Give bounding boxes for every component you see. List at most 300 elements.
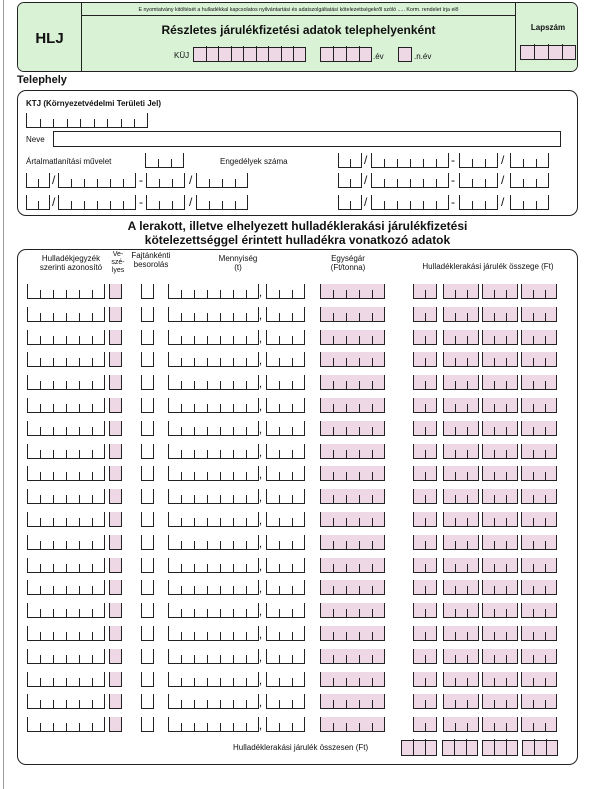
comb-divider bbox=[372, 472, 373, 480]
year-cells[interactable] bbox=[320, 47, 372, 62]
unit-price-cells[interactable] bbox=[320, 375, 385, 390]
amount-cells-a[interactable] bbox=[413, 558, 437, 573]
unit-price-cells[interactable] bbox=[320, 307, 385, 322]
decimal-comma: , bbox=[259, 583, 263, 595]
comb-divider bbox=[84, 201, 85, 209]
comb-divider bbox=[423, 179, 424, 187]
permit-left-c[interactable] bbox=[146, 173, 185, 188]
amount-cells-a[interactable] bbox=[413, 672, 437, 687]
hazardous-cell[interactable] bbox=[109, 307, 122, 322]
permit-right-b[interactable] bbox=[371, 195, 449, 210]
quantity-dec-cells[interactable] bbox=[266, 694, 305, 709]
amount-cells-a[interactable] bbox=[413, 284, 437, 299]
amount-cells-c[interactable] bbox=[482, 603, 518, 618]
amount-cells-a[interactable] bbox=[413, 375, 437, 390]
comb-divider bbox=[92, 427, 93, 435]
hazardous-cell[interactable] bbox=[109, 558, 122, 573]
comb-divider bbox=[350, 159, 351, 167]
amount-cells-a[interactable] bbox=[413, 535, 437, 550]
quantity-dec-cells[interactable] bbox=[266, 717, 305, 732]
permit-right-d[interactable] bbox=[510, 173, 549, 188]
quarter-cell[interactable] bbox=[398, 47, 412, 62]
hazardous-cell[interactable] bbox=[109, 375, 122, 390]
quantity-dec-cells[interactable] bbox=[266, 375, 305, 390]
total-cells-a[interactable] bbox=[401, 740, 437, 756]
comb-divider bbox=[533, 313, 534, 321]
permit-left-a[interactable] bbox=[26, 195, 50, 210]
comb-divider bbox=[281, 46, 282, 61]
category-cell[interactable] bbox=[141, 307, 154, 322]
quantity-int-cells[interactable] bbox=[168, 421, 259, 436]
amount-cells-a[interactable] bbox=[413, 580, 437, 595]
unit-price-cells[interactable] bbox=[320, 626, 385, 641]
amount-cells-b[interactable] bbox=[443, 717, 479, 732]
amount-cells-b[interactable] bbox=[443, 626, 479, 641]
quantity-int-cells[interactable] bbox=[168, 352, 259, 367]
quantity-dec-cells[interactable] bbox=[266, 330, 305, 345]
category-cell[interactable] bbox=[141, 694, 154, 709]
permit-right-d[interactable] bbox=[510, 153, 549, 168]
waste-code-cells[interactable] bbox=[27, 489, 105, 504]
comb-divider bbox=[548, 44, 549, 59]
comb-divider bbox=[523, 179, 524, 187]
amount-cells-c[interactable] bbox=[482, 284, 518, 299]
comb-divider bbox=[455, 404, 456, 412]
amount-cells-c[interactable] bbox=[482, 330, 518, 345]
waste-code-cells[interactable] bbox=[27, 580, 105, 595]
amount-cells-d[interactable] bbox=[521, 672, 557, 687]
comb-divider bbox=[279, 450, 280, 458]
amount-cells-b[interactable] bbox=[443, 466, 479, 481]
amount-cells-d[interactable] bbox=[521, 352, 557, 367]
category-cell[interactable] bbox=[141, 672, 154, 687]
amount-cells-c[interactable] bbox=[482, 421, 518, 436]
waste-code-cells[interactable] bbox=[27, 535, 105, 550]
waste-code-cells[interactable] bbox=[27, 307, 105, 322]
permit-right-d[interactable] bbox=[510, 195, 549, 210]
amount-cells-d[interactable] bbox=[521, 398, 557, 413]
waste-code-cells[interactable] bbox=[27, 558, 105, 573]
comb-divider bbox=[194, 700, 195, 708]
form-code: HLJ bbox=[18, 3, 82, 72]
amount-cells-a[interactable] bbox=[413, 466, 437, 481]
quantity-int-cells[interactable] bbox=[168, 717, 259, 732]
decimal-comma: , bbox=[259, 355, 263, 367]
permit-left-d[interactable] bbox=[196, 173, 248, 188]
amount-cells-c[interactable] bbox=[482, 580, 518, 595]
comb-divider bbox=[246, 632, 247, 640]
comb-divider bbox=[545, 404, 546, 412]
quantity-dec-cells[interactable] bbox=[266, 535, 305, 550]
waste-code-cells[interactable] bbox=[27, 421, 105, 436]
comb-divider bbox=[546, 739, 547, 755]
unit-price-cells[interactable] bbox=[320, 330, 385, 345]
permit-right-b[interactable] bbox=[371, 173, 449, 188]
amount-cells-d[interactable] bbox=[521, 489, 557, 504]
quantity-dec-cells[interactable] bbox=[266, 558, 305, 573]
total-cells-d[interactable] bbox=[522, 740, 558, 756]
category-cell[interactable] bbox=[141, 352, 154, 367]
comb-divider bbox=[66, 564, 67, 572]
comb-divider bbox=[467, 655, 468, 663]
amount-cells-d[interactable] bbox=[521, 626, 557, 641]
permit-right-b[interactable] bbox=[371, 153, 449, 168]
quantity-int-cells[interactable] bbox=[168, 444, 259, 459]
category-cell[interactable] bbox=[141, 535, 154, 550]
amount-cells-a[interactable] bbox=[413, 512, 437, 527]
permit-left-c[interactable] bbox=[146, 195, 185, 210]
hazardous-cell[interactable] bbox=[109, 535, 122, 550]
permit-right-a[interactable] bbox=[338, 153, 362, 168]
col-fajt-line1: Fajtánkénti bbox=[131, 251, 171, 260]
unit-price-cells[interactable] bbox=[320, 352, 385, 367]
quantity-int-cells[interactable] bbox=[168, 535, 259, 550]
total-cells-c[interactable] bbox=[482, 740, 518, 756]
amount-cells-c[interactable] bbox=[482, 672, 518, 687]
quantity-dec-cells[interactable] bbox=[266, 444, 305, 459]
category-cell[interactable] bbox=[141, 330, 154, 345]
hazardous-cell[interactable] bbox=[109, 466, 122, 481]
amount-cells-a[interactable] bbox=[413, 421, 437, 436]
hazardous-cell[interactable] bbox=[109, 626, 122, 641]
amount-cells-b[interactable] bbox=[443, 284, 479, 299]
amount-cells-b[interactable] bbox=[443, 444, 479, 459]
permit-right-a[interactable] bbox=[338, 173, 362, 188]
waste-code-cells[interactable] bbox=[27, 717, 105, 732]
unit-price-cells[interactable] bbox=[320, 512, 385, 527]
comb-divider bbox=[346, 700, 347, 708]
comb-divider bbox=[220, 290, 221, 298]
amount-cells-a[interactable] bbox=[413, 694, 437, 709]
comb-divider bbox=[413, 739, 414, 755]
hazardous-cell[interactable] bbox=[109, 672, 122, 687]
amount-cells-d[interactable] bbox=[521, 466, 557, 481]
comb-divider bbox=[207, 678, 208, 686]
notice-divider bbox=[82, 15, 515, 16]
category-cell[interactable] bbox=[141, 512, 154, 527]
amount-cells-d[interactable] bbox=[521, 603, 557, 618]
comb-divider bbox=[455, 541, 456, 549]
quantity-dec-cells[interactable] bbox=[266, 672, 305, 687]
category-cell[interactable] bbox=[141, 375, 154, 390]
amount-cells-c[interactable] bbox=[482, 512, 518, 527]
amount-cells-b[interactable] bbox=[443, 330, 479, 345]
comb-divider bbox=[372, 678, 373, 686]
quantity-dec-cells[interactable] bbox=[266, 580, 305, 595]
comb-divider bbox=[425, 586, 426, 594]
amount-cells-d[interactable] bbox=[521, 512, 557, 527]
comb-divider bbox=[79, 472, 80, 480]
quarter-field[interactable] bbox=[398, 47, 412, 62]
quantity-dec-cells[interactable] bbox=[266, 398, 305, 413]
category-cell[interactable] bbox=[141, 580, 154, 595]
permit-left-d[interactable] bbox=[196, 195, 248, 210]
comb-divider bbox=[246, 404, 247, 412]
comb-divider bbox=[53, 427, 54, 435]
comb-divider bbox=[545, 358, 546, 366]
quantity-int-cells[interactable] bbox=[168, 375, 259, 390]
hazardous-cell[interactable] bbox=[109, 330, 122, 345]
category-cell[interactable] bbox=[141, 466, 154, 481]
quantity-dec-cells[interactable] bbox=[266, 352, 305, 367]
quantity-int-cells[interactable] bbox=[168, 466, 259, 481]
comb-divider bbox=[292, 564, 293, 572]
amount-cells-b[interactable] bbox=[443, 398, 479, 413]
hazardous-cell[interactable] bbox=[109, 284, 122, 299]
waste-code-cells[interactable] bbox=[27, 672, 105, 687]
amount-cells-b[interactable] bbox=[443, 603, 479, 618]
amount-cells-c[interactable] bbox=[482, 694, 518, 709]
quantity-int-cells[interactable] bbox=[168, 284, 259, 299]
amount-cells-a[interactable] bbox=[413, 717, 437, 732]
unit-price-cells[interactable] bbox=[320, 558, 385, 573]
lapszam-field[interactable] bbox=[520, 45, 576, 60]
hazardous-cell[interactable] bbox=[109, 512, 122, 527]
amount-cells-d[interactable] bbox=[521, 375, 557, 390]
amount-cells-b[interactable] bbox=[443, 558, 479, 573]
waste-code-cells[interactable] bbox=[27, 466, 105, 481]
category-cell[interactable] bbox=[141, 284, 154, 299]
amount-cells-b[interactable] bbox=[443, 580, 479, 595]
permit-right-c[interactable] bbox=[459, 195, 498, 210]
amount-cells-a[interactable] bbox=[413, 444, 437, 459]
amount-cells-b[interactable] bbox=[443, 535, 479, 550]
hazardous-cell[interactable] bbox=[109, 649, 122, 664]
comb-divider bbox=[333, 541, 334, 549]
amount-cells-c[interactable] bbox=[482, 398, 518, 413]
quantity-int-cells[interactable] bbox=[168, 489, 259, 504]
unit-price-cells[interactable] bbox=[320, 672, 385, 687]
comb-divider bbox=[359, 381, 360, 389]
amount-cells-a[interactable] bbox=[413, 307, 437, 322]
quantity-dec-cells[interactable] bbox=[266, 512, 305, 527]
page-edge-line bbox=[3, 0, 4, 789]
amount-cells-c[interactable] bbox=[482, 307, 518, 322]
amount-cells-b[interactable] bbox=[443, 375, 479, 390]
unit-price-cells[interactable] bbox=[320, 489, 385, 504]
comb-divider bbox=[506, 427, 507, 435]
total-field[interactable] bbox=[401, 739, 561, 756]
amount-cells-b[interactable] bbox=[443, 421, 479, 436]
year-field[interactable] bbox=[320, 47, 372, 62]
quantity-int-cells[interactable] bbox=[168, 694, 259, 709]
waste-code-cells[interactable] bbox=[27, 444, 105, 459]
quantity-int-cells[interactable] bbox=[168, 626, 259, 641]
hazardous-cell[interactable] bbox=[109, 603, 122, 618]
comb-divider bbox=[494, 472, 495, 480]
comb-divider bbox=[222, 179, 223, 187]
unit-price-cells[interactable] bbox=[320, 466, 385, 481]
amount-cells-c[interactable] bbox=[482, 717, 518, 732]
comb-divider bbox=[92, 358, 93, 366]
quantity-int-cells[interactable] bbox=[168, 603, 259, 618]
amount-cells-c[interactable] bbox=[482, 649, 518, 664]
hazardous-cell[interactable] bbox=[109, 398, 122, 413]
unit-price-cells[interactable] bbox=[320, 717, 385, 732]
comb-divider bbox=[53, 336, 54, 344]
comb-divider bbox=[246, 450, 247, 458]
waste-code-cells[interactable] bbox=[27, 352, 105, 367]
amount-cells-c[interactable] bbox=[482, 375, 518, 390]
waste-code-cells[interactable] bbox=[27, 330, 105, 345]
amount-cells-d[interactable] bbox=[521, 307, 557, 322]
category-cell[interactable] bbox=[141, 489, 154, 504]
quantity-int-cells[interactable] bbox=[168, 580, 259, 595]
category-cell[interactable] bbox=[141, 626, 154, 641]
quantity-int-cells[interactable] bbox=[168, 512, 259, 527]
waste-code-cells[interactable] bbox=[27, 284, 105, 299]
comb-divider bbox=[467, 564, 468, 572]
waste-code-cells[interactable] bbox=[27, 512, 105, 527]
quantity-int-cells[interactable] bbox=[168, 672, 259, 687]
amount-cells-b[interactable] bbox=[443, 649, 479, 664]
quantity-int-cells[interactable] bbox=[168, 558, 259, 573]
amount-cells-c[interactable] bbox=[482, 558, 518, 573]
amount-cells-d[interactable] bbox=[521, 649, 557, 664]
category-cell[interactable] bbox=[141, 398, 154, 413]
category-cell[interactable] bbox=[141, 649, 154, 664]
unit-price-cells[interactable] bbox=[320, 398, 385, 413]
quantity-int-cells[interactable] bbox=[168, 307, 259, 322]
comb-divider bbox=[333, 586, 334, 594]
comb-divider bbox=[333, 655, 334, 663]
quantity-dec-cells[interactable] bbox=[266, 421, 305, 436]
unit-price-cells[interactable] bbox=[320, 603, 385, 618]
unit-price-cells[interactable] bbox=[320, 284, 385, 299]
amount-cells-d[interactable] bbox=[521, 535, 557, 550]
category-cell[interactable] bbox=[141, 603, 154, 618]
comb-divider bbox=[455, 564, 456, 572]
comb-divider bbox=[359, 518, 360, 526]
hazardous-cell[interactable] bbox=[109, 694, 122, 709]
comb-divider bbox=[533, 723, 534, 731]
unit-price-cells[interactable] bbox=[320, 421, 385, 436]
amount-cells-a[interactable] bbox=[413, 603, 437, 618]
hazardous-cell[interactable] bbox=[109, 717, 122, 732]
amount-cells-d[interactable] bbox=[521, 558, 557, 573]
comb-divider bbox=[534, 739, 535, 755]
waste-code-cells[interactable] bbox=[27, 398, 105, 413]
comb-divider bbox=[545, 678, 546, 686]
amount-cells-d[interactable] bbox=[521, 694, 557, 709]
amount-cells-c[interactable] bbox=[482, 466, 518, 481]
amount-cells-a[interactable] bbox=[413, 398, 437, 413]
amount-cells-a[interactable] bbox=[413, 489, 437, 504]
permit-slash: / bbox=[364, 195, 368, 209]
amount-cells-b[interactable] bbox=[443, 694, 479, 709]
waste-code-cells[interactable] bbox=[27, 626, 105, 641]
category-cell[interactable] bbox=[141, 444, 154, 459]
category-cell[interactable] bbox=[141, 421, 154, 436]
amount-cells-d[interactable] bbox=[521, 421, 557, 436]
comb-divider bbox=[220, 678, 221, 686]
amount-cells-b[interactable] bbox=[443, 352, 479, 367]
hazardous-cell[interactable] bbox=[109, 580, 122, 595]
quantity-dec-cells[interactable] bbox=[266, 466, 305, 481]
comb-divider bbox=[467, 518, 468, 526]
comb-divider bbox=[279, 381, 280, 389]
unit-price-cells[interactable] bbox=[320, 694, 385, 709]
amount-cells-c[interactable] bbox=[482, 535, 518, 550]
amount-cells-a[interactable] bbox=[413, 330, 437, 345]
category-cell[interactable] bbox=[141, 717, 154, 732]
permit-left-b[interactable] bbox=[58, 173, 136, 188]
waste-code-cells[interactable] bbox=[27, 375, 105, 390]
comb-divider bbox=[92, 290, 93, 298]
amount-cells-a[interactable] bbox=[413, 649, 437, 664]
amount-cells-d[interactable] bbox=[521, 717, 557, 732]
total-cells-b[interactable] bbox=[442, 740, 478, 756]
quantity-dec-cells[interactable] bbox=[266, 489, 305, 504]
amount-cells-d[interactable] bbox=[521, 284, 557, 299]
amount-cells-d[interactable] bbox=[521, 330, 557, 345]
hazardous-cell[interactable] bbox=[109, 489, 122, 504]
comb-divider bbox=[494, 495, 495, 503]
amount-cells-c[interactable] bbox=[482, 352, 518, 367]
permit-fields-left[interactable] bbox=[18, 91, 318, 217]
waste-code-cells[interactable] bbox=[27, 694, 105, 709]
waste-code-cells[interactable] bbox=[27, 603, 105, 618]
amount-cells-d[interactable] bbox=[521, 580, 557, 595]
comb-divider bbox=[455, 495, 456, 503]
hazardous-cell[interactable] bbox=[109, 444, 122, 459]
quantity-dec-cells[interactable] bbox=[266, 284, 305, 299]
comb-divider bbox=[207, 700, 208, 708]
unit-price-cells[interactable] bbox=[320, 444, 385, 459]
quantity-dec-cells[interactable] bbox=[266, 603, 305, 618]
permit-right-c[interactable] bbox=[459, 153, 498, 168]
lapszam-cells[interactable] bbox=[520, 45, 576, 60]
quantity-dec-cells[interactable] bbox=[266, 626, 305, 641]
kuj-field[interactable] bbox=[193, 47, 308, 62]
amount-cells-c[interactable] bbox=[482, 626, 518, 641]
amount-cells-b[interactable] bbox=[443, 489, 479, 504]
amount-cells-b[interactable] bbox=[443, 512, 479, 527]
comb-divider bbox=[292, 495, 293, 503]
waste-code-cells[interactable] bbox=[27, 649, 105, 664]
quantity-dec-cells[interactable] bbox=[266, 307, 305, 322]
permit-right-a[interactable] bbox=[338, 195, 362, 210]
permit-right-c[interactable] bbox=[459, 173, 498, 188]
unit-price-cells[interactable] bbox=[320, 649, 385, 664]
quantity-int-cells[interactable] bbox=[168, 398, 259, 413]
comb-divider bbox=[233, 518, 234, 526]
quantity-int-cells[interactable] bbox=[168, 649, 259, 664]
decimal-comma: , bbox=[259, 515, 263, 527]
amount-cells-c[interactable] bbox=[482, 489, 518, 504]
hazardous-cell[interactable] bbox=[109, 421, 122, 436]
amount-cells-d[interactable] bbox=[521, 444, 557, 459]
category-cell[interactable] bbox=[141, 558, 154, 573]
comb-divider bbox=[207, 427, 208, 435]
permit-left-a[interactable] bbox=[26, 173, 50, 188]
kuj-cells[interactable] bbox=[193, 47, 306, 62]
unit-price-cells[interactable] bbox=[320, 580, 385, 595]
quantity-int-cells[interactable] bbox=[168, 330, 259, 345]
unit-price-cells[interactable] bbox=[320, 535, 385, 550]
amount-cells-b[interactable] bbox=[443, 307, 479, 322]
amount-cells-a[interactable] bbox=[413, 352, 437, 367]
permit-fields-right[interactable] bbox=[318, 91, 579, 217]
hazardous-cell[interactable] bbox=[109, 352, 122, 367]
data-rows[interactable] bbox=[18, 250, 579, 766]
amount-cells-b[interactable] bbox=[443, 672, 479, 687]
amount-cells-c[interactable] bbox=[482, 444, 518, 459]
amount-cells-a[interactable] bbox=[413, 626, 437, 641]
comb-divider bbox=[333, 472, 334, 480]
quantity-dec-cells[interactable] bbox=[266, 649, 305, 664]
permit-left-b[interactable] bbox=[58, 195, 136, 210]
